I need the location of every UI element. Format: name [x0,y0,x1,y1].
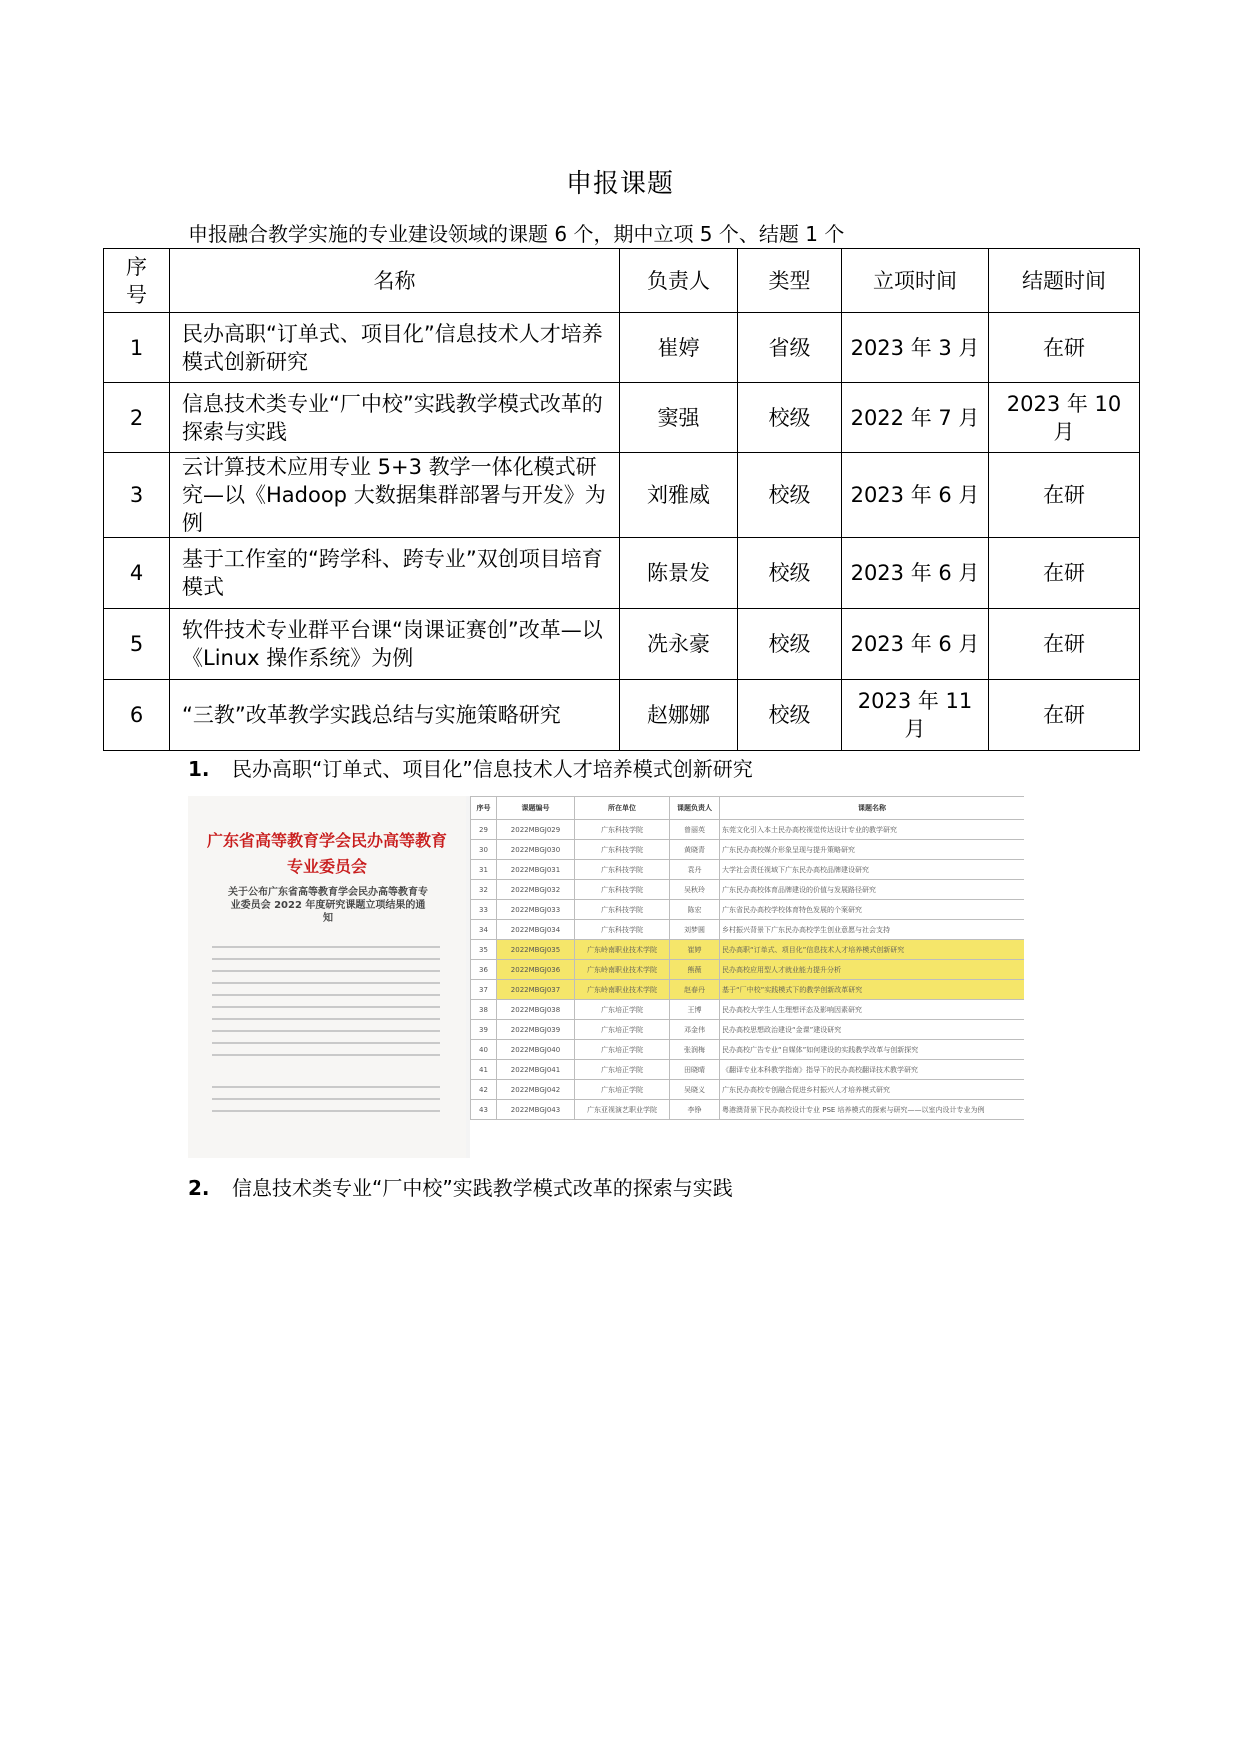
approval-cell-unit: 广东岭南职业技术学院 [575,980,670,1000]
approval-cell-unit: 广东科技学院 [575,880,670,900]
col-header-leader: 负责人 [620,249,738,313]
approval-cell-code: 2022MBGJ033 [497,900,575,920]
approval-cell-leader: 吴晓义 [670,1080,720,1100]
section-title: 信息技术类专业“厂中校”实践教学模式改革的探索与实践 [232,1176,733,1200]
approval-cell-leader: 曾丽英 [670,820,720,840]
approval-cell-title: 民办高校大学生人生理想评态及影响因素研究 [720,1000,1025,1020]
col-header-name: 名称 [170,249,620,313]
table-row [104,313,1140,383]
cell-leader: 崔婷 [620,313,738,383]
cell-end: 在研 [989,609,1140,680]
project-table [103,248,1140,751]
mini-header: 序号 [471,797,497,820]
cell-no: 6 [104,680,170,751]
table-row [104,453,1140,538]
cell-leader: 冼永豪 [620,609,738,680]
mini-header: 课题编号 [497,797,575,820]
approval-cell-no: 36 [471,960,497,980]
cell-type: 校级 [738,453,842,538]
cell-end: 在研 [989,313,1140,383]
approval-cell-no: 30 [471,840,497,860]
approval-cell-code: 2022MBGJ031 [497,860,575,880]
cell-no: 3 [104,453,170,538]
cell-end: 在研 [989,680,1140,751]
approval-cell-unit: 广东科技学院 [575,920,670,940]
cell-name: 民办高职“订单式、项目化”信息技术人才培养模式创新研究 [170,313,620,383]
approval-cell-leader: 吴秋玲 [670,880,720,900]
approval-cell-leader: 陈宏 [670,900,720,920]
approval-cell-no: 40 [471,1040,497,1060]
cell-no: 1 [104,313,170,383]
cell-end: 在研 [989,453,1140,538]
blurred-text-line [212,1054,440,1056]
cell-type: 省级 [738,313,842,383]
notice-org-name: 广东省高等教育学会民办高等教育 [206,831,447,850]
approval-cell-no: 33 [471,900,497,920]
approval-cell-code: 2022MBGJ042 [497,1080,575,1100]
approval-list-row [471,880,1025,900]
section-number: 1. [188,757,210,781]
blurred-text-line [212,1098,440,1100]
approval-list-row [471,1060,1025,1080]
approval-cell-no: 35 [471,940,497,960]
col-header-start: 立项时间 [842,249,989,313]
approval-cell-title: 广东民办高校专创融合促进乡村振兴人才培养模式研究 [720,1080,1025,1100]
approval-cell-no: 43 [471,1100,497,1120]
cell-type: 校级 [738,383,842,453]
mini-header: 所在单位 [575,797,670,820]
approval-cell-code: 2022MBGJ040 [497,1040,575,1060]
approval-cell-title: 《翻译专业本科教学指南》指导下的民办高校翻译技术教学研究 [720,1060,1025,1080]
blurred-text-line [212,994,440,996]
notice-title: 关于公布广东省高等教育学会民办高等教育专业委员会 2022 年度研究课题立项结果的通知 [228,887,428,924]
approval-cell-unit: 广东岭南职业技术学院 [575,940,670,960]
blurred-text-line [212,1006,440,1008]
approval-cell-unit: 广东培正学院 [575,1080,670,1100]
cell-start: 2023 年 3 月 [842,313,989,383]
approval-cell-title: 民办高校思想政治建设“金课”建设研究 [720,1020,1025,1040]
cell-leader: 赵娜娜 [620,680,738,751]
cell-name: 基于工作室的“跨学科、跨专业”双创项目培育模式 [170,538,620,609]
cell-start: 2022 年 7 月 [842,383,989,453]
approval-cell-unit: 广东科技学院 [575,820,670,840]
approval-list-row [471,1100,1025,1120]
cell-end: 2023 年 10 月 [989,383,1140,453]
table-row [104,680,1140,751]
approval-cell-leader: 田晓晴 [670,1060,720,1080]
approval-list-header [471,797,1025,820]
blurred-text-line [212,1030,440,1032]
approval-cell-no: 38 [471,1000,497,1020]
blurred-text-line [212,1110,440,1112]
cell-name: 信息技术类专业“厂中校”实践教学模式改革的探索与实践 [170,383,620,453]
blurred-text-line [212,982,440,984]
approval-cell-unit: 广东培正学院 [575,1020,670,1040]
approval-list-row [471,1040,1025,1060]
approval-cell-title: 东莞文化引入本土民办高校视觉传达设计专业的教学研究 [720,820,1025,840]
notice-org-committee: 专业委员会 [286,857,367,876]
cell-end: 在研 [989,538,1140,609]
approval-list-row [471,840,1025,860]
cell-start: 2023 年 11 月 [842,680,989,751]
approval-cell-title: 广东民办高校体育品牌建设的价值与发展路径研究 [720,880,1025,900]
approval-list-row [471,900,1025,920]
approval-cell-title: 民办高职“订单式、项目化”信息技术人才培养模式创新研究 [720,940,1025,960]
approval-list-row [471,940,1025,960]
approval-list-table [470,796,1024,1120]
cell-type: 校级 [738,680,842,751]
approval-cell-unit: 广东科技学院 [575,900,670,920]
cell-name: 软件技术专业群平台课“岗课证赛创”改革—以《Linux 操作系统》为例 [170,609,620,680]
approval-cell-leader: 熊薇 [670,960,720,980]
section-title: 民办高职“订单式、项目化”信息技术人才培养模式创新研究 [232,757,753,781]
cell-type: 校级 [738,538,842,609]
approval-cell-leader: 刘梦圆 [670,920,720,940]
cell-start: 2023 年 6 月 [842,538,989,609]
approval-cell-no: 37 [471,980,497,1000]
notice-document [188,796,466,1158]
approval-cell-leader: 邓金伟 [670,1020,720,1040]
approval-cell-no: 29 [471,820,497,840]
approval-cell-code: 2022MBGJ038 [497,1000,575,1020]
approval-cell-leader: 赵春丹 [670,980,720,1000]
approval-cell-code: 2022MBGJ043 [497,1100,575,1120]
approval-cell-leader: 崔婷 [670,940,720,960]
cell-start: 2023 年 6 月 [842,609,989,680]
approval-cell-no: 31 [471,860,497,880]
approval-cell-no: 41 [471,1060,497,1080]
section-heading-1 [188,753,753,782]
approval-cell-unit: 广东培正学院 [575,1000,670,1020]
approval-cell-no: 32 [471,880,497,900]
approval-cell-code: 2022MBGJ030 [497,840,575,860]
approval-notice-image [188,796,1024,1158]
approval-cell-title: 广东民办高校媒介形象呈现与提升策略研究 [720,840,1025,860]
approval-cell-code: 2022MBGJ041 [497,1060,575,1080]
approval-cell-code: 2022MBGJ037 [497,980,575,1000]
blurred-text-line [212,970,440,972]
approval-cell-title: 广东省民办高校学校体育特色发展的个案研究 [720,900,1025,920]
approval-cell-unit: 广东亚视演艺职业学院 [575,1100,670,1120]
approval-cell-leader: 王博 [670,1000,720,1020]
approval-cell-unit: 广东培正学院 [575,1060,670,1080]
approval-list-row [471,820,1025,840]
cell-no: 5 [104,609,170,680]
cell-leader: 窦强 [620,383,738,453]
mini-header: 课题负责人 [670,797,720,820]
approval-list-row [471,980,1025,1000]
cell-start: 2023 年 6 月 [842,453,989,538]
page-title: 申报课题 [565,169,674,199]
approval-cell-title: 乡村振兴背景下广东民办高校学生创业意愿与社会支持 [720,920,1025,940]
approval-cell-unit: 广东培正学院 [575,1040,670,1060]
approval-cell-code: 2022MBGJ029 [497,820,575,840]
cell-name: 云计算技术应用专业 5+3 教学一体化模式研究—以《Hadoop 大数据集群部署与开发》为例 [170,453,620,538]
approval-cell-no: 42 [471,1080,497,1100]
cell-leader: 刘雅威 [620,453,738,538]
col-header-no: 序 号 [104,249,170,313]
blurred-text-line [212,958,440,960]
cell-name: “三教”改革教学实践总结与实施策略研究 [170,680,620,751]
approval-cell-unit: 广东科技学院 [575,840,670,860]
section-number: 2. [188,1176,210,1200]
table-row [104,383,1140,453]
approval-list [470,796,1024,1158]
approval-cell-code: 2022MBGJ034 [497,920,575,940]
approval-list-row [471,1080,1025,1100]
cell-no: 4 [104,538,170,609]
approval-cell-title: 基于“厂中校”实践模式下的教学创新改革研究 [720,980,1025,1000]
approval-list-row [471,860,1025,880]
cell-type: 校级 [738,609,842,680]
blurred-text-line [212,1086,440,1088]
cell-no: 2 [104,383,170,453]
approval-cell-unit: 广东岭南职业技术学院 [575,960,670,980]
approval-cell-code: 2022MBGJ032 [497,880,575,900]
approval-cell-code: 2022MBGJ035 [497,940,575,960]
col-header-type: 类型 [738,249,842,313]
approval-cell-no: 34 [471,920,497,940]
approval-list-row [471,920,1025,940]
approval-list-row [471,1000,1025,1020]
table-header-row [104,249,1140,313]
approval-cell-no: 39 [471,1020,497,1040]
blurred-text-line [212,1018,440,1020]
approval-list-row [471,960,1025,980]
approval-cell-leader: 黄晓青 [670,840,720,860]
col-header-end: 结题时间 [989,249,1140,313]
blurred-text-line [212,1042,440,1044]
approval-cell-code: 2022MBGJ039 [497,1020,575,1040]
mini-header: 课题名称 [720,797,1025,820]
approval-cell-unit: 广东科技学院 [575,860,670,880]
table-row [104,609,1140,680]
approval-cell-title: 粤港澳背景下民办高校设计专业 PSE 培养模式的探索与研究——以室内设计专业为例 [720,1100,1025,1120]
cell-leader: 陈景发 [620,538,738,609]
approval-cell-title: 民办高校广告专业“自媒体”如何建设的实践教学改革与创新探究 [720,1040,1025,1060]
table-row [104,538,1140,609]
approval-cell-leader: 张润梅 [670,1040,720,1060]
blurred-text-line [212,946,440,948]
page-subtitle: 申报融合教学实施的专业建设领域的课题 6 个，期中立项 5 个、结题 1 个 [188,222,845,246]
approval-list-row [471,1020,1025,1040]
approval-cell-leader: 李铮 [670,1100,720,1120]
approval-cell-leader: 袁丹 [670,860,720,880]
approval-cell-code: 2022MBGJ036 [497,960,575,980]
section-heading-2 [188,1172,733,1201]
approval-cell-title: 大学社会责任视域下广东民办高校品牌建设研究 [720,860,1025,880]
approval-cell-title: 民办高校应用型人才就业能力提升分析 [720,960,1025,980]
